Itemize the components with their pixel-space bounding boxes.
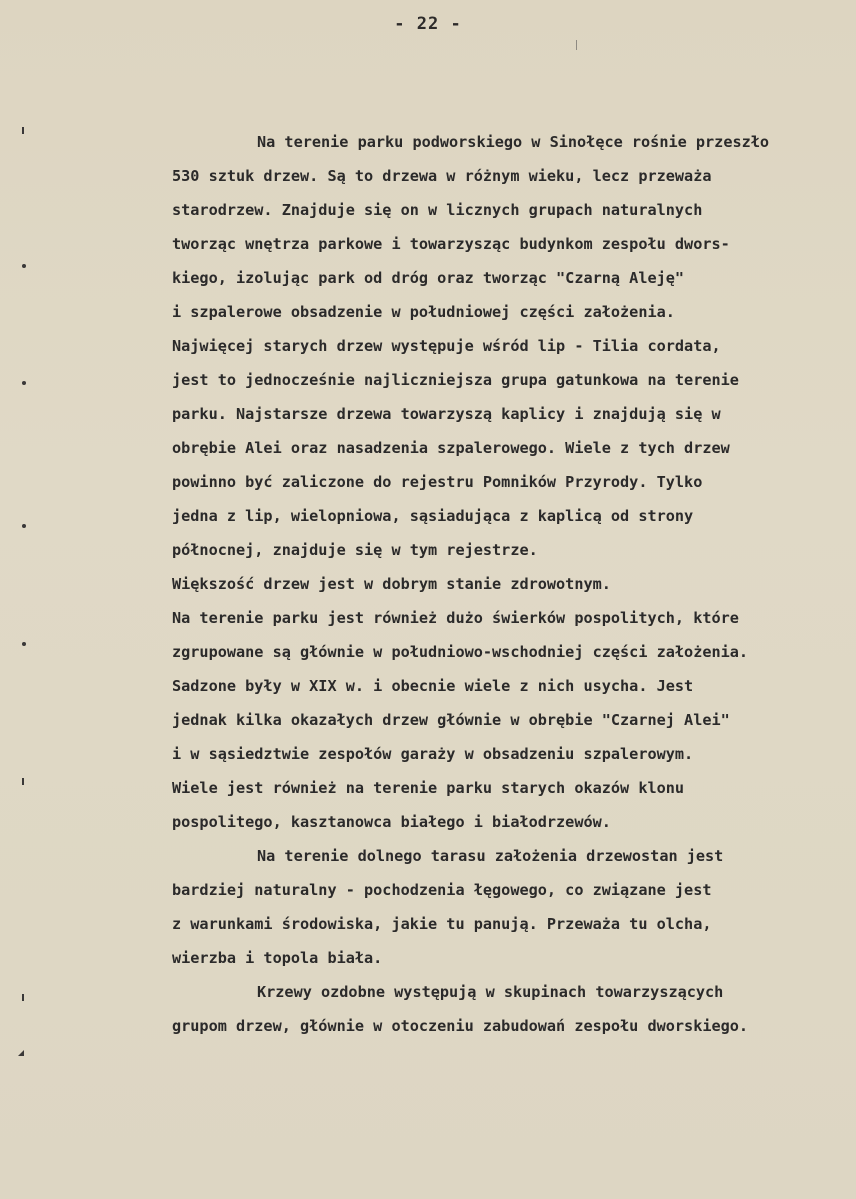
text-line: powinno być zaliczone do rejestru Pomników Przyrody. Tylko	[172, 473, 703, 491]
margin-punch-mark	[22, 127, 24, 134]
text-line: z warunkami środowiska, jakie tu panują. Przeważa tu olcha,	[172, 915, 712, 933]
text-line: Na terenie parku podworskiego w Sinołęce rośnie przeszło	[257, 133, 770, 151]
text-line: Na terenie parku jest również dużo świerków pospolitych, które	[172, 609, 739, 627]
text-line: grupom drzew, głównie w otoczeniu zabudowań zespołu dworskiego.	[172, 1017, 749, 1035]
text-line: Sadzone były w XIX w. i obecnie wiele z nich usycha. Jest	[172, 677, 694, 695]
margin-punch-mark	[22, 642, 26, 646]
text-line: Najwięcej starych drzew występuje wśród lip - Tilia cordata,	[172, 337, 721, 355]
text-line: pospolitego, kasztanowca białego i białodrzewów.	[172, 813, 611, 831]
text-line: kiego, izolując park od dróg oraz tworząc "Czarną Aleję"	[172, 269, 685, 287]
margin-punch-mark	[22, 264, 26, 268]
text-line: jest to jednocześnie najliczniejsza grupa gatunkowa na terenie	[172, 371, 739, 389]
text-line: tworząc wnętrza parkowe i towarzysząc budynkom zespołu dwors-	[172, 235, 730, 253]
page-number: - 22 -	[394, 14, 462, 34]
text-line: północnej, znajduje się w tym rejestrze.	[172, 541, 538, 559]
text-line: 530 sztuk drzew. Są to drzewa w różnym wieku, lecz przeważa	[172, 167, 712, 185]
text-line: Wiele jest również na terenie parku starych okazów klonu	[172, 779, 685, 797]
text-line: wierzba i topola biała.	[172, 949, 383, 967]
text-line: zgrupowane są głównie w południowo-wschodniej części założenia.	[172, 643, 749, 661]
document-body	[172, 125, 844, 1043]
text-line: jedna z lip, wielopniowa, sąsiadująca z kaplicą od strony	[172, 507, 694, 525]
margin-punch-mark	[22, 778, 24, 785]
margin-punch-mark	[22, 524, 26, 528]
text-line: obrębie Alei oraz nasadzenia szpalerowego. Wiele z tych drzew	[172, 439, 730, 457]
margin-punch-mark	[18, 1050, 24, 1056]
text-line: starodrzew. Znajduje się on w licznych grupach naturalnych	[172, 201, 703, 219]
text-line: i szpalerowe obsadzenie w południowej części założenia.	[172, 303, 675, 321]
margin-punch-mark	[22, 381, 26, 385]
text-line: i w sąsiedztwie zespołów garaży w obsadzeniu szpalerowym.	[172, 745, 694, 763]
text-line: Na terenie dolnego tarasu założenia drzewostan jest	[257, 847, 724, 865]
text-line: jednak kilka okazałych drzew głównie w obrębie "Czarnej Alei"	[172, 711, 730, 729]
text-line: parku. Najstarsze drzewa towarzyszą kaplicy i znajdują się w	[172, 405, 721, 423]
margin-punch-mark	[22, 994, 24, 1001]
text-line: bardziej naturalny - pochodzenia łęgowego, co związane jest	[172, 881, 712, 899]
paper-speck	[576, 40, 577, 50]
text-line: Większość drzew jest w dobrym stanie zdrowotnym.	[172, 575, 611, 593]
text-line: Krzewy ozdobne występują w skupinach towarzyszących	[257, 983, 724, 1001]
